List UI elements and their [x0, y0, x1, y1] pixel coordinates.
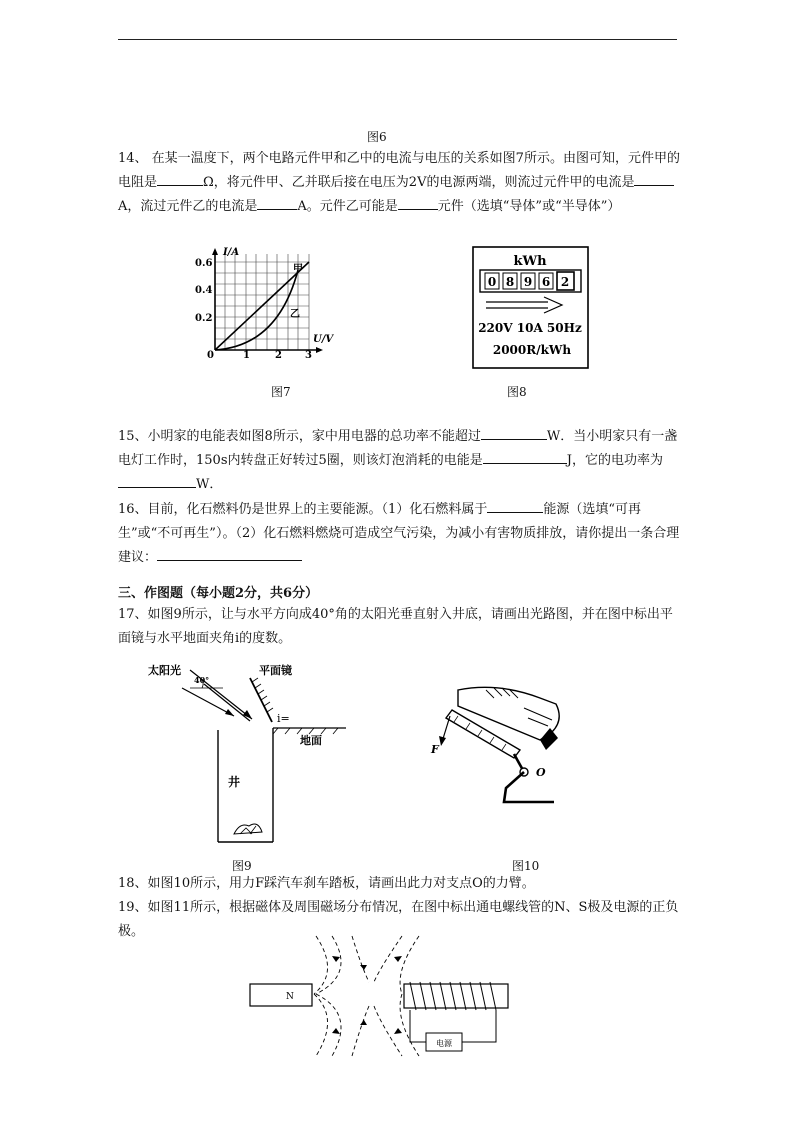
question-17: 17、如图9所示，让与水平方向成40°角的太阳光垂直射入井底，请画出光路图，并在图中标出平面镜与水平地面夹角i的度数。	[118, 607, 673, 646]
fig9-stones-icon	[234, 824, 262, 834]
fig8-unit: kWh	[513, 254, 547, 269]
fig9-angle-i-label: i=	[277, 712, 290, 725]
fig7-x-tick-1: 1	[243, 350, 250, 361]
fig9-ray-arrow-icon	[243, 710, 252, 719]
q15-blank-2[interactable]	[483, 449, 567, 464]
fig10-force-label: F	[431, 743, 439, 756]
fig11-magnetic-field	[244, 932, 514, 1058]
fig11-wire-left	[410, 1010, 426, 1042]
fig7-x-arrow	[316, 347, 323, 353]
fig8-rotation-arrow-icon	[486, 297, 562, 313]
fig7-origin: 0	[207, 350, 214, 361]
fig9-caption: 图9	[232, 859, 252, 873]
fig9-mirror-hatch	[252, 678, 273, 712]
q14-text-2: Ω，将元件甲、乙并联后接在电压为2V的电源两端，则流过元件甲的电流是	[203, 175, 635, 190]
fig8-digit-2: 8	[505, 275, 515, 289]
fig8-energy-meter	[472, 246, 590, 370]
fig11-solenoid-core	[404, 984, 508, 1008]
q14-blank-3[interactable]	[257, 195, 297, 210]
q15-text-1: 15、小明家的电能表如图8所示，家中用电器的总功率不能超过	[118, 429, 481, 444]
fig7-label-yi: 乙	[290, 309, 300, 320]
fig7-caption: 图7	[271, 385, 291, 399]
fig10-caption: 图10	[512, 859, 540, 873]
q16-blank-1[interactable]	[487, 498, 543, 513]
fig11-magnet-pole-label: N	[286, 992, 294, 1002]
question-15	[118, 425, 680, 497]
q14-text-1: 14、 在某一温度下，两个电路元件甲和乙中的电流与电压的关系如图7所示。由图可知，元件甲的电阻是	[118, 151, 680, 190]
fig6-caption: 图6	[367, 130, 387, 144]
q14-text-5: 元件（选填“导体”或“半导体”）	[437, 199, 621, 214]
fig7-y-tick-1: 0.6	[195, 258, 213, 269]
question-19: 19、如图11所示，根据磁体及周围磁场分布情况，在图中标出通电螺线管的N、S极及电源的正负极。	[118, 900, 679, 939]
fig11-bar-magnet	[250, 984, 312, 1006]
q16-text-1: 16、目前，化石燃料仍是世界上的主要能源。（1）化石燃料属于	[118, 502, 488, 517]
q16-blank-2[interactable]	[157, 546, 302, 561]
fig9-ground-label: 地面	[300, 734, 322, 747]
fig8-digit-4: 6	[541, 275, 551, 289]
fig9-sunlight-label: 太阳光	[148, 664, 181, 677]
fig7-x-tick-2: 2	[275, 350, 282, 361]
fig11-power-source-label: 电源	[436, 1039, 452, 1048]
fig11-wire-right	[462, 1010, 496, 1042]
q14-text-3: A，流过元件乙的电流是	[118, 199, 258, 214]
fig7-x-tick-3: 3	[305, 350, 312, 361]
fig7-y-arrow	[212, 248, 218, 255]
fig7-x-axis-label: U/V	[313, 334, 334, 345]
fig9-well-diagram	[148, 658, 353, 848]
fig10-brake-pedal	[428, 680, 578, 810]
fig8-constant: 2000R/kWh	[492, 343, 572, 357]
header-rule	[118, 39, 677, 40]
q15-text-2: W．当小明家只有一盏电灯工作时，150s内转盘正好转过5圈，则该灯泡消耗的电能是	[118, 429, 678, 468]
fig7-y-axis-label: I/A	[223, 247, 240, 258]
fig11-field-arrows-icon	[332, 956, 402, 1034]
fig7-y-tick-2: 0.4	[195, 285, 213, 296]
fig8-caption: 图8	[507, 385, 527, 399]
fig9-sunrays	[182, 670, 252, 721]
q14-blank-4[interactable]	[398, 195, 438, 210]
fig10-force-arrow-icon	[439, 736, 446, 746]
q15-text-3: J，它的电功率为	[566, 453, 663, 468]
section-3-heading: 三、作图题（每小题2分，共6分）	[118, 586, 319, 601]
fig8-digit-5: 2	[560, 275, 570, 289]
fig7-label-jia: 甲	[293, 264, 303, 275]
fig7-y-tick-3: 0.2	[195, 313, 213, 324]
question-16	[118, 498, 680, 570]
q14-text-4: A。元件乙可能是	[297, 199, 398, 214]
q15-blank-3[interactable]	[118, 473, 196, 488]
fig9-ray-arrow-2-icon	[225, 709, 234, 716]
fig9-well-label: 井	[228, 775, 241, 789]
q14-blank-2[interactable]	[634, 171, 674, 186]
fig9-mirror-label: 平面镜	[259, 664, 292, 677]
fig8-digit-1: 0	[487, 275, 497, 289]
fig8-rating: 220V 10A 50Hz	[478, 321, 582, 335]
q15-text-4: W．	[196, 477, 223, 492]
fig10-pivot-label: O	[536, 766, 546, 779]
fig9-angle-label: 40°	[194, 675, 210, 685]
question-14	[118, 147, 680, 219]
fig7-iu-graph	[193, 246, 343, 361]
fig8-digit-3: 9	[523, 275, 533, 289]
q16-text-2: 能源（选填“可再生”或“不可再生”）。（2）化石燃料燃烧可造成空气污染，为减小有害物质排放，请你提出一条合理建议：	[118, 502, 680, 565]
q14-blank-1[interactable]	[157, 171, 203, 186]
fig11-field-lines	[314, 936, 419, 1056]
question-18: 18、如图10所示，用力F踩汽车刹车踏板，请画出此力对支点O的力臂。	[118, 876, 535, 891]
q15-blank-1[interactable]	[481, 425, 547, 440]
fig10-lower-lever	[504, 772, 554, 802]
